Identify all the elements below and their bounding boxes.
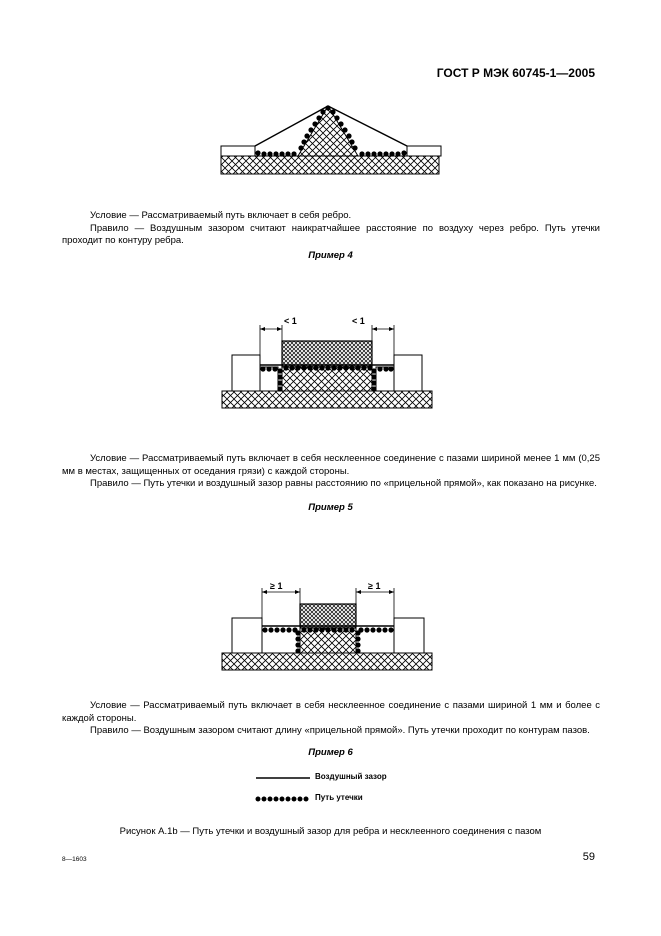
example4-rule: Правило — Воздушным зазором считают наикратчайшее расстояние по воздуху через ребро. Путь утечки проходит по контуру ребра. [62, 222, 600, 246]
figure-rib [218, 98, 444, 176]
document-header: ГОСТ Р МЭК 60745-1—2005 [436, 66, 595, 80]
example5-condition: Условие — Рассматриваемый путь включает в себя несклеенное соединение с пазами шириной менее 1 мм (0,25 мм в местах, защищенных от оседания грязи) с каждой стороны. [62, 453, 600, 477]
dimension-label-left: < 1 [284, 316, 297, 326]
legend [255, 772, 455, 808]
legend-creepage-label: Путь утечки [315, 793, 363, 802]
example6-condition: Условие — Рассматриваемый путь включает в себя несклеенное соединение с пазами шириной 1 мм и более с каждой стороны. [62, 700, 600, 724]
figure-caption: Рисунок А.1b — Путь утечки и воздушный зазор для ребра и несклеенного соединения с пазом [119, 826, 542, 837]
print-code: 8—1603 [62, 856, 87, 863]
page-number: 59 [582, 851, 595, 863]
legend-air-gap-swatch [255, 774, 311, 782]
dimension-label-right: < 1 [352, 316, 365, 326]
example6-rule: Правило — Воздушным зазором считают длину «прицельной прямой». Путь утечки проходит по контурам пазов. [90, 725, 590, 736]
example4-text [62, 210, 600, 248]
example5-caption: Пример 5 [308, 502, 353, 513]
legend-creepage-swatch [255, 795, 311, 803]
dimension-label-left: ≥ 1 [270, 581, 283, 591]
figure-example5 [220, 315, 436, 410]
example6-text [62, 700, 600, 738]
example5-text [62, 453, 600, 491]
legend-air-gap-label: Воздушный зазор [315, 772, 387, 781]
example4-caption: Пример 4 [308, 250, 353, 261]
example5-rule: Правило — Путь утечки и воздушный зазор равны расстоянию по «прицельной прямой», как показано на рисунке. [90, 478, 597, 489]
figure-example6 [220, 580, 436, 672]
dimension-label-right: ≥ 1 [368, 581, 381, 591]
example4-condition: Условие — Рассматриваемый путь включает в себя ребро. [90, 210, 352, 221]
example6-caption: Пример 6 [308, 747, 353, 758]
